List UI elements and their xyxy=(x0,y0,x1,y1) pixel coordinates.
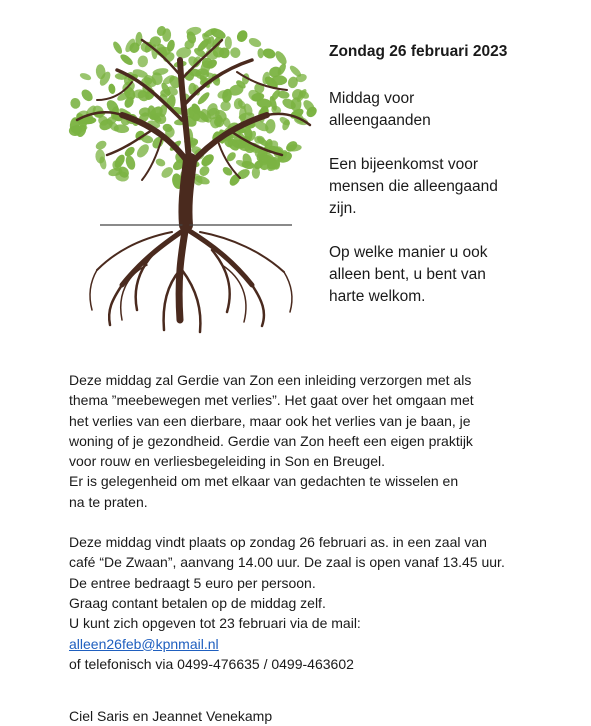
welcome-line: harte welkom. xyxy=(329,288,426,305)
intro-line: alleengaanden xyxy=(329,112,431,129)
body-line: Graag contant betalen op de middag zelf. xyxy=(69,594,326,611)
leaf xyxy=(235,28,250,44)
leaf xyxy=(262,47,277,60)
leaf xyxy=(136,55,149,69)
body-line: thema ”meebewegen met verlies”. Het gaat over het omgaan met xyxy=(69,392,474,409)
meeting-line: mensen die alleengaand xyxy=(329,178,498,195)
leaf xyxy=(79,72,92,82)
email-link[interactable]: alleen26feb@kpnmail.nl xyxy=(69,635,219,652)
welcome-text xyxy=(329,242,488,308)
meeting-description xyxy=(329,154,498,220)
meeting-line: zijn. xyxy=(329,200,357,217)
leaf xyxy=(247,36,262,49)
phone-line: of telefonisch via 0499-476635 / 0499-463602 xyxy=(69,655,354,672)
body-line: Er is gelegenheid om met elkaar van gedachten te wisselen en xyxy=(69,473,459,490)
oak-tree-with-roots-icon xyxy=(62,20,320,336)
welcome-line: alleen bent, u bent van xyxy=(329,266,486,283)
body-line: De entree bedraagt 5 euro per persoon. xyxy=(69,574,316,591)
body-line: woning of je gezondheid. Gerdie van Zon heeft een eigen praktijk xyxy=(69,432,473,449)
body-line: voor rouw en verliesbegeleiding in Son en Breugel. xyxy=(69,453,385,470)
welcome-line: Op welke manier u ook xyxy=(329,244,488,261)
intro-heading xyxy=(329,88,431,132)
body-line: café “De Zwaan”, aanvang 14.00 uur. De zaal is open vanaf 13.45 uur. xyxy=(69,554,505,571)
body-line: na te praten. xyxy=(69,493,148,510)
leaf xyxy=(264,118,276,134)
leaf xyxy=(108,83,117,95)
leaf xyxy=(119,52,135,67)
leaf xyxy=(135,142,152,160)
leaf xyxy=(111,40,123,55)
event-date: Zondag 26 februari 2023 xyxy=(329,43,508,60)
meeting-line: Een bijeenkomst voor xyxy=(329,156,479,173)
body-line: U kunt zich opgeven tot 23 februari via de mail: xyxy=(69,615,361,632)
intro-line: Middag voor xyxy=(329,90,415,107)
body-text xyxy=(69,370,505,726)
body-line: Deze middag vindt plaats op zondag 26 februari as. in een zaal van xyxy=(69,534,487,551)
leaf xyxy=(79,87,95,103)
leaf xyxy=(69,97,81,110)
leaf xyxy=(224,36,232,49)
leaf xyxy=(154,157,166,168)
body-line: het verlies van een dierbare, maar ook het verlies van je baan, je xyxy=(69,412,471,429)
leaf xyxy=(273,49,289,66)
signature: Ciel Saris en Jeannet Venekamp xyxy=(69,708,273,725)
body-line: Deze middag zal Gerdie van Zon een inleiding verzorgen met als xyxy=(69,372,472,388)
